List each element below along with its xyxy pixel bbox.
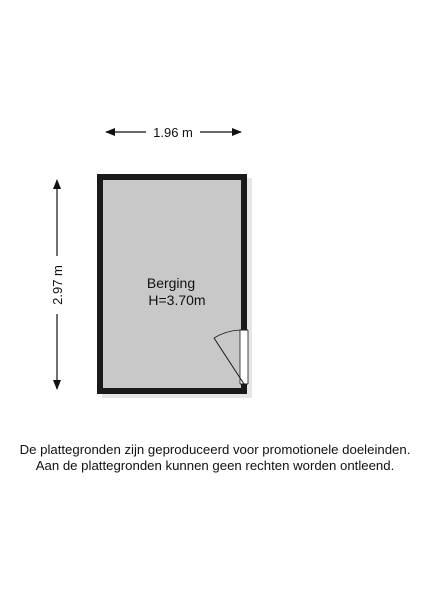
room-berging [97,174,252,398]
disclaimer [0,442,430,474]
height-dimension [50,180,65,389]
room-name: Berging [146,275,196,291]
disclaimer-line: De plattegronden zijn geproduceerd voor promotionele doeleinden. [19,442,411,457]
width-dimension [106,125,241,140]
height-dimension-label: 2.97 m [50,265,65,305]
door-opening [240,330,248,384]
disclaimer-line: Aan de plattegronden kunnen geen rechten worden ontleend. [35,458,395,473]
room-ceiling-height: H=3.70m [148,292,206,308]
width-dimension-label: 1.96 m [153,125,193,140]
